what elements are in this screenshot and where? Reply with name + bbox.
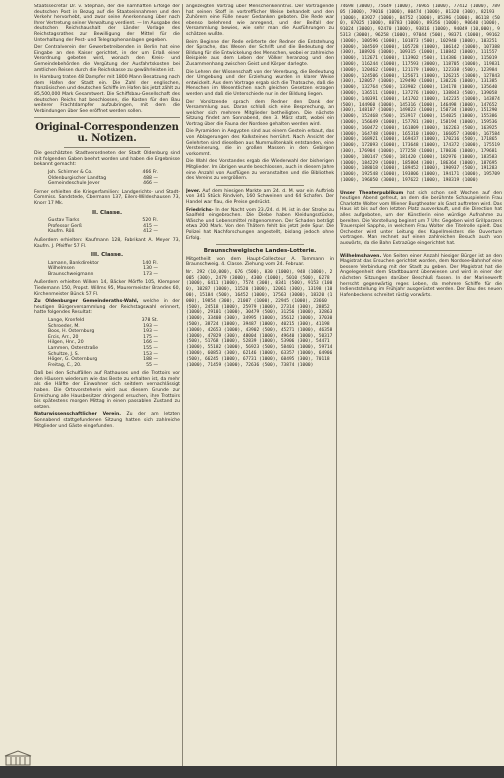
list-item: Gemeindeschule Jever 466 — [48, 181, 158, 187]
section-title: Original-Correspondenzen u. Notizen. [35, 122, 179, 145]
list-item: Ercis, Arr., 20 175 — [48, 334, 158, 340]
article-text: Wilhelmshaven. Von Seiten einer Anzahl hiesiger Bürger ist an den Magistrat das Ersuchen gerichtet worden, dem Nordsee-Bahnhof eine bessere Verbindung mit der Stadt zu geben. Der Magistrat hat die Angelegenheit dem Stadtbauamt überwiesen und wird in einer der nächsten Sitzungen darüber Beschluß fassen. In der Marinewerft herrscht gegenwärtig reges Leben, da mehrere Schiffe für die Indienststellung im Frühjahr ausgerüstet werden. Der Bau des neuen Hafenbeckens schreitet rüstig vorwärts. [340, 253, 502, 298]
article-heading: Zu Oldenburger Gemeinderaths-Wahl, [34, 299, 139, 305]
article-text: Die Lehren der Wissenschaft von der Vererbung, die Bedeutung der Umgebung und der Erziehung wurden in klarer Weise entwickelt. Aus dem Vortrage ergab sich die Thatsache, daß die Menschen im Wesentlichen nach gleichen Gesetzen erzogen werden und daß die Unterschiede nur in der Bildung liegen. [186, 69, 334, 97]
list-item: Lange, Kronfeld 378 St. [48, 317, 158, 323]
list-item: Lamann, Bankdirektor 140 Fl. [48, 260, 158, 266]
article-text: Außerdem erhielten: Kaufmann 128, Fabrikant A. Meyer 73, Kaufm. J. Pfeiffer 57 Fl. [34, 237, 180, 249]
list-item: Lammen, Osterstraße 155 — [48, 345, 158, 351]
column-right [340, 4, 502, 764]
article-text: Unser Theaterpublikum hat sich schon seit Wochen auf den heutigen Abend gefreut, an dem die berühmte Schauspielerin Frau Charlotte Wolter vom Wiener Burgtheater als Gast auftreten wird. Das Haus ist bis auf den letzten Platz ausverkauft, und die Direction hat alles aufgeboten, um der Künstlerin eine würdige Aufnahme zu bereiten. Die Vorstellung beginnt um 7 Uhr. Gegeben wird Grillparzers Trauerspiel Sappho, in welchem Frau Wolter die Titelrolle spielt. Das Orchester wird unter Leitung des Kapellmeisters die Ouverture vortragen. Man rechnet auf einen zahlreichen Besuch auch von auswärts, da die Bahn Extrazüge eingerichtet hat. [340, 190, 502, 247]
column-left [34, 4, 180, 764]
article-heading: Friedrichs- [186, 207, 214, 213]
list-item: Kaufm. Röß 412 — [48, 229, 158, 235]
list-item: Boos, H. Osternburg 193 — [48, 329, 158, 335]
lottery-numbers: Nr. 292 (10,000), 676 (500), 830 (1000), 948 (1000), 2005 (300), 2479 (3000), 4300 (1000), 5010 (500), 6278 (1000), 6411 (1000), 7574 (300), 8341 (500), 9153 (1000), 10287 (1000), 11520 (1000), 12061 (300), 13198 (1000), 15184 (500), 16452 (1000), 17563 (3000), 18320 (1000), 19854 (300), 21007 (1000), 22945 (1000), 23660 (500), 24518 (1000), 25979 (1000), 27314 (300), 28852 (1000), 29101 (1000), 30479 (500), 31256 (1000), 32863 (1000), 33408 (300), 34995 (1000), 35612 (1000), 37030 (500), 38724 (1000), 39487 (1000), 40215 (300), 41198 (1000), 42653 (1000), 43902 (500), 45271 (1000), 46358 (1000), 47829 (300), 48004 (1000), 49640 (1000), 50317 (500), 51768 (1000), 52839 (1000), 53906 (300), 54471 (1000), 55182 (1000), 56923 (500), 58401 (1000), 59714 (1000), 60853 (300), 62146 (1000), 63357 (1000), 64906 (500), 66245 (1000), 67731 (1000), 68495 (300), 70118 (1000), 71459 (1000), 72636 (500), 73874 (1000) [186, 269, 333, 368]
article-text: Der Vorsitzende sprach dem Redner den Dank der Versammlung aus. Daran schloß sich eine Besprechung, an welcher sich mehrere Mitglieder betheiligten. Die nächste Sitzung findet am Sonnabend, den 3. März statt, wobei ein Vortrag über die Fauna der Nordsee gehalten werden wird. [186, 99, 334, 127]
donation-list [48, 261, 180, 278]
article-text: Zu Oldenburger Gemeinderaths-Wahl, welche in der heutigen Bürgerversammlung der Reichstagswahl erinnert, hatte folgendes Resultat: [34, 299, 180, 316]
list-item: Schroeder, M. 193 — [48, 323, 158, 329]
article-text: Der Centralverein der Gewerbetreibenden in Berlin hat eine Eingabe an den Kaiser gerichtet, in der um Erlaß einer Verordnung gebeten wird, wonach den Kreis- und Gemeindebehörden die Vergütung der Ausfahrtskosten bei amtlichen Reisen durch die Reichskasse zu gewährleisten ist. [34, 45, 180, 73]
article-text: Friedrichs- In der Nacht vom 23./24. d. M. ist in der Strohe zu Saalfeld eingebrochen. Die Diebe haben Kleidungsstücke, Wäsche und Lebensmittel mitgenommen. Der Schaden beträgt etwa 200 Mark. Von den Thätern fehlt bis jetzt jede Spur. Die Polizei hat Nachforschungen angestellt, bislang jedoch ohne Erfolg. [186, 207, 334, 241]
article-heading: Jever. [186, 188, 201, 194]
list-item: Höger, G. Osternburg 188 — [48, 357, 158, 363]
divider [34, 117, 180, 118]
article-text: Die geschätzten Stadtverordneten der Stadt Oldenburg sind mit folgenden Gaben beehrt worden und haben die Ergebnisse bekannt gemacht: [34, 151, 180, 168]
article-text: Ferner erhielten die Kriegerfamilien: Landgerichts- und Stadt-Commiss. Sandstede, Cbermann 137, Eilers-Wildeshausen 73, Knorr 17 Mk. [34, 189, 180, 207]
article-text: Mitgetheilt von dem Haupt-Collecteur A. Tommann in Braunschweig. 4. Classe. Ziehung vom 24. Februar. [186, 256, 334, 268]
article-heading: Wilhelmshaven. [340, 253, 382, 259]
list-item: Joh. Schirmer & Co. 466 Fr. [48, 170, 158, 176]
article-text: Staatssecretär Dr. v. Stephan, der die namhaften Erfolge der deutschen Post in Bezug auf die Staatseinnahmen und den Verkehr hervorhebt, und zwar seine Anerkennung über nach Ihrer Vertretung seiner Verwaltung verdient. — Im Ausgabe des deutschen Reichshaushalt der Länder Vorlage des Reichstagsrathes zur Bewilligung der Mittel für die Unterhaltung der Pest- und Telegraphenanlagen gegeben. [34, 4, 180, 43]
article-heading: Unser Theaterpublikum [340, 190, 404, 196]
donation-list [48, 218, 180, 235]
list-item: Hilgen, Hnr., 20 166 — [48, 340, 158, 346]
list-item: Oldenburgischer Landtag 488 — [48, 175, 158, 181]
vote-list [48, 318, 180, 368]
article-text: Die Wahl des Vorstandes ergab die Wiederwahl der bisherigen Mitglieder. Im übrigen wurde beschlossen, auch in diesem Jahre eine Anzahl von Ausflügen zu veranstalten und die Bibliothek des Vereins zu vergrößern. [186, 159, 334, 182]
article-text: Beim Beginne der Rede erörterte der Redner die Entstehung der Sprache, das Wesen der Schrift und die Bedeutung der Bildung für die Entwickelung des Menschen, wobei er zahlreiche Beispiele aus dem Leben der Völker heranzog und den Zusammenhang zwischen Geist und Körper darlegte. [186, 39, 334, 67]
article-text: angezeigten Vortrag über Menschenkenntnis. Der Vortragende hat seinen Stoff in vortrefflicher Weise behandelt und den Zuhörern eine Fülle neuer Gedanken geboten. Die Rede war ebenso belehrend wie anregend, und der Beifall der Versammlung bewies, wie sehr man die Ausführungen zu schätzen wußte. [186, 4, 334, 37]
article-text: Außerdem erhielten Wilken 14, Bäcker Mörffe 105, Klempner Tiedemann 150, Propst. Willms 95, Maurermeister Brandes 60, Kirchenmeister Bünck 57 Fl. [34, 280, 180, 297]
donation-list [48, 170, 180, 187]
column-middle [186, 4, 334, 764]
divider [370, 187, 472, 188]
article-heading: Braunschweigische Landes-Lotterie. [203, 248, 317, 255]
divider [64, 147, 150, 148]
article-text: In Hamburg traten 48 Dampfer mit 1800 Mann Besatzung nach dem Hafen der Stadt ein. Die Zahl der englischen, französischen und deutschen Schiffe im Hafen bis jetzt zählt zu 85,500,000 Mark Gesamtwert. Die Schiffsbau-Gesellschaft des deutschen Reichs hat beschlossen, die Kosten für den Bau weiterer Frachtdampfer aufzubringen, mit dem die Verbindungen über See eröffnet werden sollen. [34, 75, 180, 114]
class-heading: III. Classe. [90, 252, 124, 259]
footer-bar [0, 766, 504, 778]
class-heading: II. Classe. [91, 209, 123, 216]
list-item: Braunschweigmann 173 — [48, 271, 158, 277]
list-item: Freitag, C., 20. 55 — [48, 362, 158, 368]
lottery-numbers: 74698 (3000), 75649 (1000), 76965 (1000), 77412 (1000), 78905 (3000), 79016 (1000), 80474 (1000), 81320 (300), 82193 (1000), 83927 (1000), 84752 (1000), 85396 (1000), 86118 (500), 87025 (1000), 88783 (1000), 89356 (1000), 90640 (1000), 91024 (3000), 92470 (1000), 93816 (1000), 94049 (10,000), 95313 (3000), 96258 (1000), 97044 (500), 98371 (1000), 99162 (1000), 100596 (1000), 101873 (500), 102940 (1000), 103251 (3000), 104569 (1000), 105728 (1000), 106142 (1000), 107388 (300), 108926 (1000), 109315 (1000), 110842 (1000), 111557 (1000), 112671 (1000), 113902 (500), 114386 (1000), 115019 (1000), 116244 (1000), 117593 (3000), 118705 (1000), 119831 (1000), 120462 (1000), 121179 (1000), 122338 (500), 123984 (1000), 124506 (1000), 125671 (1000), 126215 (1000), 127843 (300), 128057 (1000), 129490 (1000), 130226 (1000), 131385 (1000), 132764 (500), 133902 (1000), 134178 (1000), 135640 (3000), 136511 (1000), 137276 (1000), 138843 (500), 139058 (1000), 140391 (1000), 141702 (1000), 142235 (1000), 143874 (500), 144960 (1000), 145316 (1000), 146498 (1000), 147652 (300), 148107 (1000), 149823 (1000), 150734 (1000), 151290 (1000), 152468 (500), 153917 (1000), 154025 (1000), 155386 (1000), 156649 (1000), 157781 (300), 158194 (1000), 159536 (1000), 160472 (1000), 161809 (1000), 162263 (500), 163925 (1000), 164748 (1000), 165310 (1000), 166057 (3000), 167584 (1000), 168921 (1000), 169437 (1000), 170216 (500), 171865 (1000), 172093 (1000), 173648 (1000), 174372 (1000), 175519 (300), 176904 (1000), 177258 (1000), 178036 (1000), 179681 (1000), 180147 (500), 181420 (1000), 182976 (1000), 183583 (1000), 184229 (1000), 185804 (300), 186364 (1000), 187695 (1000), 188018 (1000), 189452 (1000), 190937 (500), 191283 (1000), 192548 (1000), 193806 (1000), 194171 (1000), 195709 (1000), 196050 (3000), 197622 (1000), 198319 (1000) [340, 4, 500, 183]
divider [216, 244, 304, 245]
article-text: Jever. Auf dem hiesigen Markte am 24. d. M. war ein Auftrieb von 341 Stück Rindvieh, 160 Schweinen und 64 Schafen. Der Handel war flau, die Preise gedrückt. [186, 188, 334, 205]
list-item: Gustav Tiarks 520 Fl. [48, 218, 158, 224]
article-text: Die Pyramiden in Aegypten sind aus einem Gestein erbaut, das von Ablagerungen des Kalksteines herrührt. Nach Ansicht der Gelehrten sind dieselben aus Nummulitenkalk entstanden, eine Versteinerung, die in großen Massen in den Gebirgen vorkommt. [186, 129, 334, 157]
divider [216, 185, 304, 186]
article-text: Daß bei den Schulfällen auf Rathauses und die Trottoirs vor den Häusern wiederum wie das Beste zu erhalten ist, da mehr als die Hälfte der Einwohner sich seitdem vernachlässigt haben. Die Ortsvorsteherin wird aus diesem Grunde zur Erreichung alle Hausbesitzer dringend ersuchen, ihre Trottoirs bis spätestens morgen Mittag in einen passablen Zustand zu setzen. [34, 371, 180, 410]
list-item: Schultze, J. S. 153 — [48, 351, 158, 357]
article-text: Naturwissenschaftlicher Verein. Zu der am letzten Sonnabend stattgefundenen Sitzung hatten sich zahlreiche Mitglieder und Gäste eingefunden. [34, 412, 180, 429]
column-rule [336, 4, 337, 768]
divider [370, 250, 472, 251]
column-rule [182, 4, 183, 768]
list-item: Professor Gerß 415 — [48, 223, 158, 229]
list-item: Wilhelmsen 130 — [48, 266, 158, 272]
article-heading: Naturwissenschaftlicher Verein. [34, 412, 121, 418]
library-logo [4, 750, 32, 766]
